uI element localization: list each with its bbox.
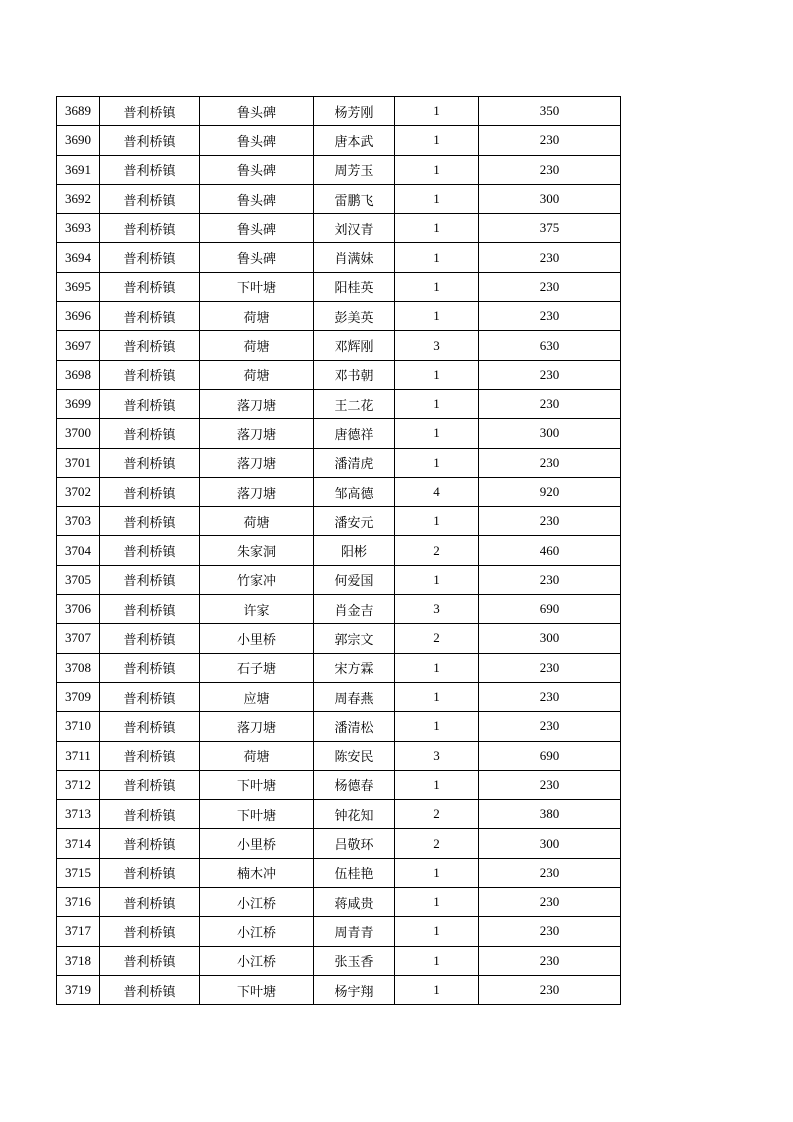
amount-cell: 690 [479, 595, 621, 624]
serial-number-cell: 3708 [57, 653, 100, 682]
amount-cell: 230 [479, 712, 621, 741]
serial-number-cell: 3705 [57, 565, 100, 594]
name-cell: 周青青 [314, 917, 395, 946]
table-row [57, 536, 621, 565]
village-cell: 竹家冲 [200, 565, 314, 594]
name-cell: 蒋咸贵 [314, 888, 395, 917]
village-cell: 下叶塘 [200, 800, 314, 829]
village-cell: 落刀塘 [200, 477, 314, 506]
table-row [57, 331, 621, 360]
name-cell: 阳彬 [314, 536, 395, 565]
table-row [57, 829, 621, 858]
count-cell: 2 [395, 536, 479, 565]
town-cell: 普利桥镇 [100, 858, 200, 887]
name-cell: 潘清虎 [314, 448, 395, 477]
town-cell: 普利桥镇 [100, 741, 200, 770]
serial-number-cell: 3718 [57, 946, 100, 975]
count-cell: 1 [395, 302, 479, 331]
count-cell: 1 [395, 917, 479, 946]
village-cell: 小里桥 [200, 624, 314, 653]
amount-cell: 230 [479, 946, 621, 975]
village-cell: 楠木冲 [200, 858, 314, 887]
data-table [56, 96, 621, 1005]
name-cell: 周春燕 [314, 682, 395, 711]
amount-cell: 230 [479, 155, 621, 184]
count-cell: 1 [395, 946, 479, 975]
serial-number-cell: 3698 [57, 360, 100, 389]
table-row [57, 507, 621, 536]
name-cell: 周芳玉 [314, 155, 395, 184]
amount-cell: 230 [479, 858, 621, 887]
name-cell: 雷鹏飞 [314, 184, 395, 213]
table-body [57, 97, 621, 1005]
village-cell: 荷塘 [200, 331, 314, 360]
count-cell: 2 [395, 800, 479, 829]
name-cell: 潘清松 [314, 712, 395, 741]
village-cell: 石子塘 [200, 653, 314, 682]
village-cell: 鲁头碑 [200, 126, 314, 155]
village-cell: 荷塘 [200, 507, 314, 536]
town-cell: 普利桥镇 [100, 97, 200, 126]
name-cell: 邹高德 [314, 477, 395, 506]
amount-cell: 230 [479, 272, 621, 301]
name-cell: 何爱国 [314, 565, 395, 594]
amount-cell: 300 [479, 419, 621, 448]
serial-number-cell: 3703 [57, 507, 100, 536]
amount-cell: 230 [479, 682, 621, 711]
amount-cell: 230 [479, 565, 621, 594]
town-cell: 普利桥镇 [100, 682, 200, 711]
village-cell: 鲁头碑 [200, 155, 314, 184]
name-cell: 邓书朝 [314, 360, 395, 389]
serial-number-cell: 3716 [57, 888, 100, 917]
name-cell: 肖金吉 [314, 595, 395, 624]
name-cell: 肖满妹 [314, 243, 395, 272]
serial-number-cell: 3717 [57, 917, 100, 946]
town-cell: 普利桥镇 [100, 477, 200, 506]
town-cell: 普利桥镇 [100, 419, 200, 448]
name-cell: 阳桂英 [314, 272, 395, 301]
village-cell: 许家 [200, 595, 314, 624]
amount-cell: 380 [479, 800, 621, 829]
count-cell: 1 [395, 97, 479, 126]
serial-number-cell: 3699 [57, 389, 100, 418]
serial-number-cell: 3709 [57, 682, 100, 711]
town-cell: 普利桥镇 [100, 243, 200, 272]
name-cell: 王二花 [314, 389, 395, 418]
name-cell: 杨芳刚 [314, 97, 395, 126]
village-cell: 应塘 [200, 682, 314, 711]
amount-cell: 230 [479, 448, 621, 477]
serial-number-cell: 3713 [57, 800, 100, 829]
village-cell: 鲁头碑 [200, 214, 314, 243]
serial-number-cell: 3707 [57, 624, 100, 653]
count-cell: 1 [395, 858, 479, 887]
town-cell: 普利桥镇 [100, 653, 200, 682]
town-cell: 普利桥镇 [100, 975, 200, 1004]
table-row [57, 360, 621, 389]
count-cell: 4 [395, 477, 479, 506]
table-row [57, 917, 621, 946]
name-cell: 吕敬环 [314, 829, 395, 858]
count-cell: 1 [395, 214, 479, 243]
village-cell: 荷塘 [200, 302, 314, 331]
serial-number-cell: 3694 [57, 243, 100, 272]
count-cell: 1 [395, 653, 479, 682]
table-row [57, 858, 621, 887]
serial-number-cell: 3692 [57, 184, 100, 213]
village-cell: 荷塘 [200, 741, 314, 770]
name-cell: 刘汉青 [314, 214, 395, 243]
count-cell: 1 [395, 184, 479, 213]
village-cell: 小江桥 [200, 888, 314, 917]
amount-cell: 630 [479, 331, 621, 360]
name-cell: 彭美英 [314, 302, 395, 331]
amount-cell: 230 [479, 975, 621, 1004]
village-cell: 鲁头碑 [200, 184, 314, 213]
table-row [57, 770, 621, 799]
town-cell: 普利桥镇 [100, 360, 200, 389]
count-cell: 1 [395, 712, 479, 741]
amount-cell: 230 [479, 302, 621, 331]
amount-cell: 230 [479, 653, 621, 682]
table-row [57, 595, 621, 624]
table-row [57, 565, 621, 594]
table-row [57, 477, 621, 506]
count-cell: 1 [395, 565, 479, 594]
name-cell: 邓辉刚 [314, 331, 395, 360]
amount-cell: 230 [479, 126, 621, 155]
table-row [57, 448, 621, 477]
count-cell: 1 [395, 126, 479, 155]
town-cell: 普利桥镇 [100, 565, 200, 594]
serial-number-cell: 3696 [57, 302, 100, 331]
town-cell: 普利桥镇 [100, 917, 200, 946]
table-row [57, 682, 621, 711]
count-cell: 2 [395, 624, 479, 653]
village-cell: 鲁头碑 [200, 97, 314, 126]
town-cell: 普利桥镇 [100, 829, 200, 858]
serial-number-cell: 3695 [57, 272, 100, 301]
name-cell: 张玉香 [314, 946, 395, 975]
serial-number-cell: 3690 [57, 126, 100, 155]
count-cell: 3 [395, 331, 479, 360]
town-cell: 普利桥镇 [100, 507, 200, 536]
amount-cell: 690 [479, 741, 621, 770]
town-cell: 普利桥镇 [100, 126, 200, 155]
serial-number-cell: 3689 [57, 97, 100, 126]
amount-cell: 460 [479, 536, 621, 565]
table-row [57, 126, 621, 155]
table-row [57, 975, 621, 1004]
count-cell: 1 [395, 507, 479, 536]
village-cell: 小江桥 [200, 917, 314, 946]
count-cell: 1 [395, 389, 479, 418]
count-cell: 3 [395, 741, 479, 770]
town-cell: 普利桥镇 [100, 595, 200, 624]
name-cell: 唐本武 [314, 126, 395, 155]
village-cell: 下叶塘 [200, 975, 314, 1004]
serial-number-cell: 3701 [57, 448, 100, 477]
town-cell: 普利桥镇 [100, 389, 200, 418]
serial-number-cell: 3715 [57, 858, 100, 887]
name-cell: 唐德祥 [314, 419, 395, 448]
town-cell: 普利桥镇 [100, 272, 200, 301]
village-cell: 落刀塘 [200, 448, 314, 477]
amount-cell: 230 [479, 770, 621, 799]
town-cell: 普利桥镇 [100, 770, 200, 799]
serial-number-cell: 3693 [57, 214, 100, 243]
village-cell: 鲁头碑 [200, 243, 314, 272]
village-cell: 小里桥 [200, 829, 314, 858]
count-cell: 3 [395, 595, 479, 624]
village-cell: 落刀塘 [200, 389, 314, 418]
name-cell: 伍桂艳 [314, 858, 395, 887]
table-row [57, 184, 621, 213]
town-cell: 普利桥镇 [100, 712, 200, 741]
count-cell: 1 [395, 243, 479, 272]
count-cell: 1 [395, 155, 479, 184]
serial-number-cell: 3712 [57, 770, 100, 799]
count-cell: 1 [395, 975, 479, 1004]
table-row [57, 624, 621, 653]
village-cell: 朱家洞 [200, 536, 314, 565]
count-cell: 1 [395, 888, 479, 917]
village-cell: 荷塘 [200, 360, 314, 389]
town-cell: 普利桥镇 [100, 888, 200, 917]
name-cell: 杨宇翔 [314, 975, 395, 1004]
amount-cell: 230 [479, 360, 621, 389]
amount-cell: 300 [479, 829, 621, 858]
table-row [57, 741, 621, 770]
serial-number-cell: 3706 [57, 595, 100, 624]
count-cell: 1 [395, 682, 479, 711]
village-cell: 下叶塘 [200, 770, 314, 799]
serial-number-cell: 3711 [57, 741, 100, 770]
serial-number-cell: 3704 [57, 536, 100, 565]
amount-cell: 300 [479, 184, 621, 213]
table-row [57, 155, 621, 184]
village-cell: 落刀塘 [200, 419, 314, 448]
table-row [57, 302, 621, 331]
name-cell: 郭宗文 [314, 624, 395, 653]
table-row [57, 97, 621, 126]
town-cell: 普利桥镇 [100, 536, 200, 565]
village-cell: 下叶塘 [200, 272, 314, 301]
amount-cell: 350 [479, 97, 621, 126]
serial-number-cell: 3714 [57, 829, 100, 858]
serial-number-cell: 3700 [57, 419, 100, 448]
town-cell: 普利桥镇 [100, 800, 200, 829]
table-row [57, 272, 621, 301]
count-cell: 1 [395, 360, 479, 389]
amount-cell: 375 [479, 214, 621, 243]
serial-number-cell: 3691 [57, 155, 100, 184]
count-cell: 1 [395, 448, 479, 477]
count-cell: 1 [395, 419, 479, 448]
table-row [57, 888, 621, 917]
town-cell: 普利桥镇 [100, 331, 200, 360]
town-cell: 普利桥镇 [100, 448, 200, 477]
name-cell: 宋方霖 [314, 653, 395, 682]
name-cell: 陈安民 [314, 741, 395, 770]
count-cell: 2 [395, 829, 479, 858]
town-cell: 普利桥镇 [100, 214, 200, 243]
town-cell: 普利桥镇 [100, 184, 200, 213]
village-cell: 落刀塘 [200, 712, 314, 741]
amount-cell: 230 [479, 888, 621, 917]
amount-cell: 230 [479, 507, 621, 536]
amount-cell: 230 [479, 917, 621, 946]
amount-cell: 920 [479, 477, 621, 506]
table-row [57, 389, 621, 418]
village-cell: 小江桥 [200, 946, 314, 975]
name-cell: 钟花知 [314, 800, 395, 829]
serial-number-cell: 3697 [57, 331, 100, 360]
serial-number-cell: 3702 [57, 477, 100, 506]
table-row [57, 419, 621, 448]
town-cell: 普利桥镇 [100, 946, 200, 975]
count-cell: 1 [395, 770, 479, 799]
town-cell: 普利桥镇 [100, 624, 200, 653]
table-row [57, 214, 621, 243]
count-cell: 1 [395, 272, 479, 301]
amount-cell: 230 [479, 243, 621, 272]
serial-number-cell: 3719 [57, 975, 100, 1004]
amount-cell: 230 [479, 389, 621, 418]
table-row [57, 946, 621, 975]
name-cell: 潘安元 [314, 507, 395, 536]
town-cell: 普利桥镇 [100, 155, 200, 184]
table-row [57, 712, 621, 741]
amount-cell: 300 [479, 624, 621, 653]
town-cell: 普利桥镇 [100, 302, 200, 331]
table-row [57, 653, 621, 682]
serial-number-cell: 3710 [57, 712, 100, 741]
table-row [57, 243, 621, 272]
table-row [57, 800, 621, 829]
name-cell: 杨德春 [314, 770, 395, 799]
